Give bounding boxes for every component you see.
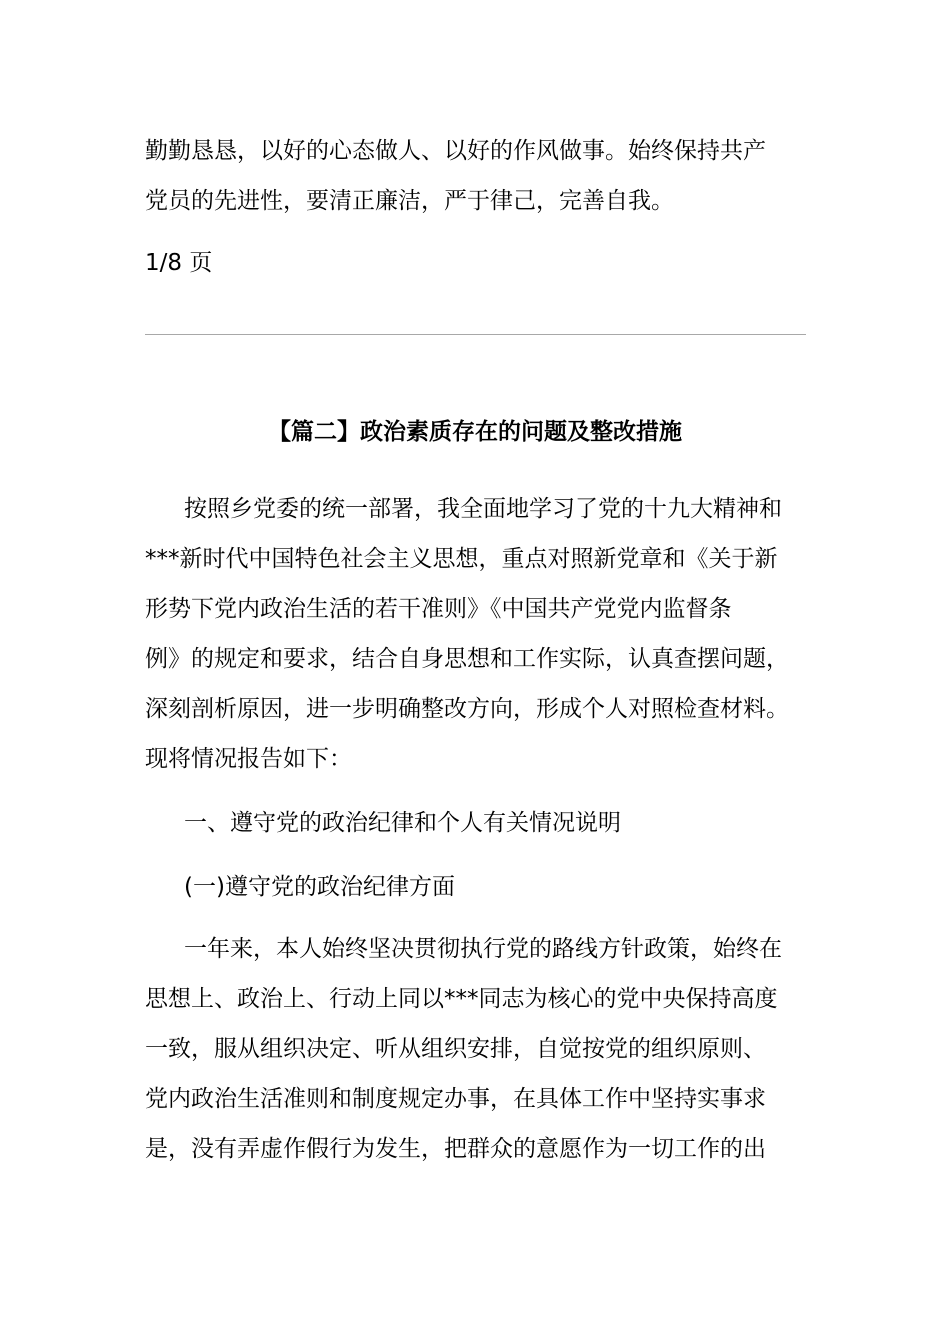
heading-level-2: (一)遵守党的政治纪律方面 (184, 874, 455, 900)
paragraph-line: 现将情况报告如下： (145, 746, 352, 772)
paragraph-line: 例》的规定和要求，结合自身思想和工作实际，认真查摆问题， (145, 646, 789, 672)
paragraph-line: 形势下党内政治生活的若干准则》《中国共产党党内监督条 (145, 596, 732, 622)
page-divider (145, 334, 806, 335)
paragraph-line: 一年来，本人始终坚决贯彻执行党的路线方针政策，始终在 (184, 936, 782, 962)
paragraph-line: 是，没有弄虚作假行为发生，把群众的意愿作为一切工作的出 (145, 1136, 766, 1162)
paragraph-line: 党内政治生活准则和制度规定办事，在具体工作中坚持实事求 (145, 1086, 766, 1112)
paragraph-line: 一致，服从组织决定、听从组织安排，自觉按党的组织原则、 (145, 1036, 766, 1062)
paragraph-line: ***新时代中国特色社会主义思想，重点对照新党章和《关于新 (145, 546, 778, 572)
paragraph-line: 深刻剖析原因，进一步明确整改方向，形成个人对照检查材料。 (145, 696, 789, 722)
section-title: 【篇二】政治素质存在的问题及整改措施 (268, 419, 682, 446)
paragraph-line: 勤勤恳恳，以好的心态做人、以好的作风做事。始终保持共产 (145, 138, 766, 164)
paragraph-line: 党员的先进性，要清正廉洁，严于律己，完善自我。 (145, 188, 674, 214)
heading-level-1: 一、遵守党的政治纪律和个人有关情况说明 (184, 810, 621, 836)
paragraph-line: 按照乡党委的统一部署，我全面地学习了党的十九大精神和 (184, 496, 782, 522)
paragraph-line: 思想上、政治上、行动上同以***同志为核心的党中央保持高度 (145, 986, 778, 1012)
page-number: 1/8 页 (145, 250, 213, 276)
